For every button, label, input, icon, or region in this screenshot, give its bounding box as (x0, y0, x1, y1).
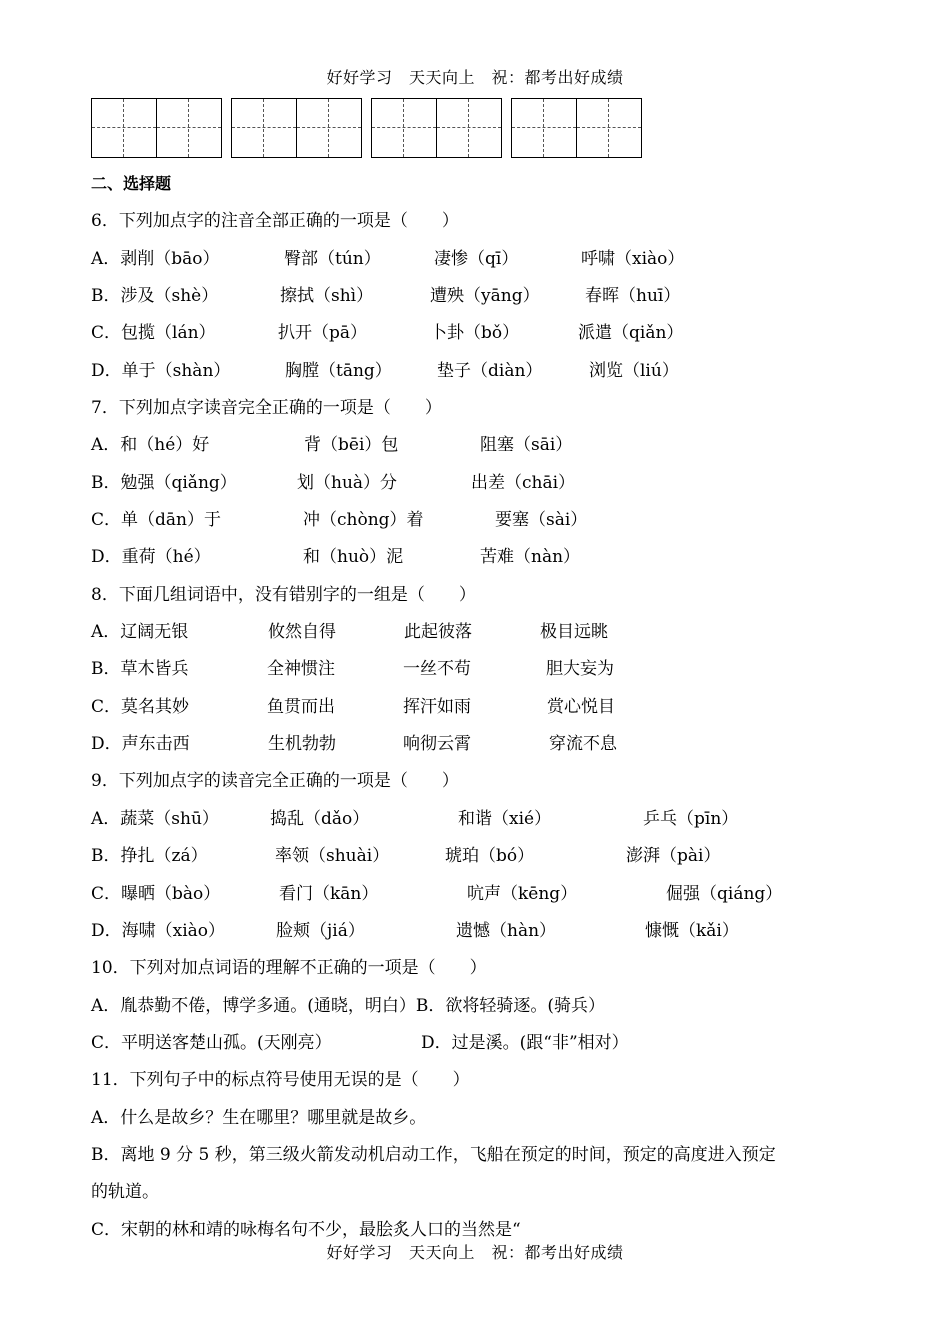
option-item: 阻塞（sāi） (480, 435, 573, 455)
grid-cell (372, 99, 437, 157)
question-6-stem: 6．下列加点字的注音全部正确的一项是（ ） (91, 211, 459, 231)
option-item: 全神惯注 (267, 659, 335, 679)
page-header: 好好学习 天天向上 祝：都考出好成绩 (326, 68, 624, 87)
grid-cell (512, 99, 577, 157)
option-item: 扒开（pā） (278, 323, 368, 343)
option-item: 遗憾（hàn） (456, 921, 557, 941)
option-item: A．剥削（bāo） (91, 249, 220, 269)
option-item: 浏览（liú） (589, 361, 679, 381)
grid-cell (157, 99, 221, 157)
option-item: 胆大妄为 (546, 659, 614, 679)
question-11-stem: 11．下列句子中的标点符号使用无误的是（ ） (91, 1070, 470, 1090)
option-item: D．海啸（xiào） (91, 921, 226, 941)
option-item: C．单（dān）于 (91, 510, 221, 530)
option-item: D．重荷（hé） (91, 547, 211, 567)
option-item: 苦难（nàn） (480, 547, 581, 567)
option-item: 擦拭（shì） (280, 286, 374, 306)
option-item: 看门（kān） (279, 884, 379, 904)
option-item: 响彻云霄 (403, 734, 471, 754)
option-item: 倔强（qiáng） (666, 884, 783, 904)
option-item: B．勉强（qiǎng） (91, 473, 237, 493)
option-item: 挥汗如雨 (403, 697, 471, 717)
grid-group (231, 98, 362, 158)
option-item: 琥珀（bó） (445, 846, 535, 866)
grid-cell (92, 99, 157, 157)
option-item: A．和（hé）好 (91, 435, 210, 455)
grid-cell (577, 99, 641, 157)
option-item: 臀部（tún） (284, 249, 381, 269)
option-item: B．草木皆兵 (91, 659, 189, 679)
section-title: 二、选择题 (91, 174, 172, 193)
option-item: C．曝晒（bào） (91, 884, 221, 904)
question-10-options-ab[interactable]: A．胤恭勤不倦，博学多通。(通晓，明白）B．欲将轻骑逐。(骑兵） (91, 996, 606, 1016)
option-item: C．莫名其妙 (91, 697, 190, 717)
option-item: 此起彼落 (404, 622, 472, 642)
option-item: 吭声（kēng） (467, 884, 578, 904)
option-item: 要塞（sài） (495, 510, 588, 530)
option-item: 攸然自得 (268, 622, 336, 642)
grid-cell (232, 99, 297, 157)
option-item: 慷慨（kǎi） (645, 921, 739, 941)
option-item: 和谐（xié） (458, 809, 552, 829)
grid-group (511, 98, 642, 158)
option-item: 一丝不苟 (403, 659, 471, 679)
option-item: 乒乓（pīn） (643, 809, 739, 829)
option-item: 背（bēi）包 (304, 435, 399, 455)
question-9-stem: 9．下列加点字的读音完全正确的一项是（ ） (91, 771, 459, 791)
question-11-option-a[interactable]: A．什么是故乡？生在哪里？哪里就是故乡。 (91, 1108, 427, 1128)
option-item: 澎湃（pài） (626, 846, 721, 866)
question-11-option-b[interactable]: B．离地 9 分 5 秒，第三级火箭发动机启动工作，飞船在预定的时间，预定的高度进入预定 (91, 1145, 776, 1165)
question-10-stem: 10．下列对加点词语的理解不正确的一项是（ ） (91, 958, 487, 978)
option-item: 脸颊（jiá） (276, 921, 365, 941)
option-item: 捣乱（dǎo） (270, 809, 370, 829)
option-item: 遭殃（yāng） (430, 286, 540, 306)
option-item: 生机勃勃 (268, 734, 336, 754)
option-item: 鱼贯而出 (267, 697, 335, 717)
option-item: 垫子（diàn） (437, 361, 543, 381)
option-item: 率领（shuài） (275, 846, 390, 866)
option-item: 划（huà）分 (297, 473, 398, 493)
grid-group (91, 98, 222, 158)
question-11-option-c[interactable]: C．宋朝的林和靖的咏梅名句不少，最脍炙人口的当然是“ (91, 1220, 521, 1240)
grid-group (371, 98, 502, 158)
option-item: 赏心悦目 (547, 697, 615, 717)
option-item: 冲（chòng）着 (303, 510, 424, 530)
option-item: 呼啸（xiào） (581, 249, 685, 269)
option-item: A．蔬菜（shū） (91, 809, 219, 829)
question-7-stem: 7．下列加点字读音完全正确的一项是（ ） (91, 398, 442, 418)
option-item: 穿流不息 (549, 734, 617, 754)
option-item: A．辽阔无银 (91, 622, 189, 642)
option-item: B．涉及（shè） (91, 286, 219, 306)
question-8-stem: 8．下面几组词语中，没有错别字的一组是（ ） (91, 585, 476, 605)
option-item: B．挣扎（zá） (91, 846, 208, 866)
option-item: 和（huò）泥 (303, 547, 404, 567)
option-item: D．过是溪。(跟“非”相对） (421, 1033, 629, 1053)
question-11-option-b-cont: 的轨道。 (91, 1182, 159, 1202)
grid-cell (297, 99, 361, 157)
option-item: C．包揽（lán） (91, 323, 216, 343)
option-item: 极目远眺 (540, 622, 608, 642)
option-item: 凄惨（qī） (434, 249, 519, 269)
grid-cell (437, 99, 501, 157)
option-item: 春晖（huī） (585, 286, 681, 306)
option-item: 派遣（qiǎn） (578, 323, 684, 343)
option-item: D．单于（shàn） (91, 361, 231, 381)
option-item: 胸膛（tāng） (285, 361, 392, 381)
option-item: C．平明送客楚山孤。(天刚亮） (91, 1033, 332, 1053)
option-item: 卜卦（bǒ） (430, 323, 520, 343)
page-footer: 好好学习 天天向上 祝：都考出好成绩 (326, 1243, 624, 1262)
option-item: D．声东击西 (91, 734, 190, 754)
option-item: 出差（chāi） (471, 473, 576, 493)
